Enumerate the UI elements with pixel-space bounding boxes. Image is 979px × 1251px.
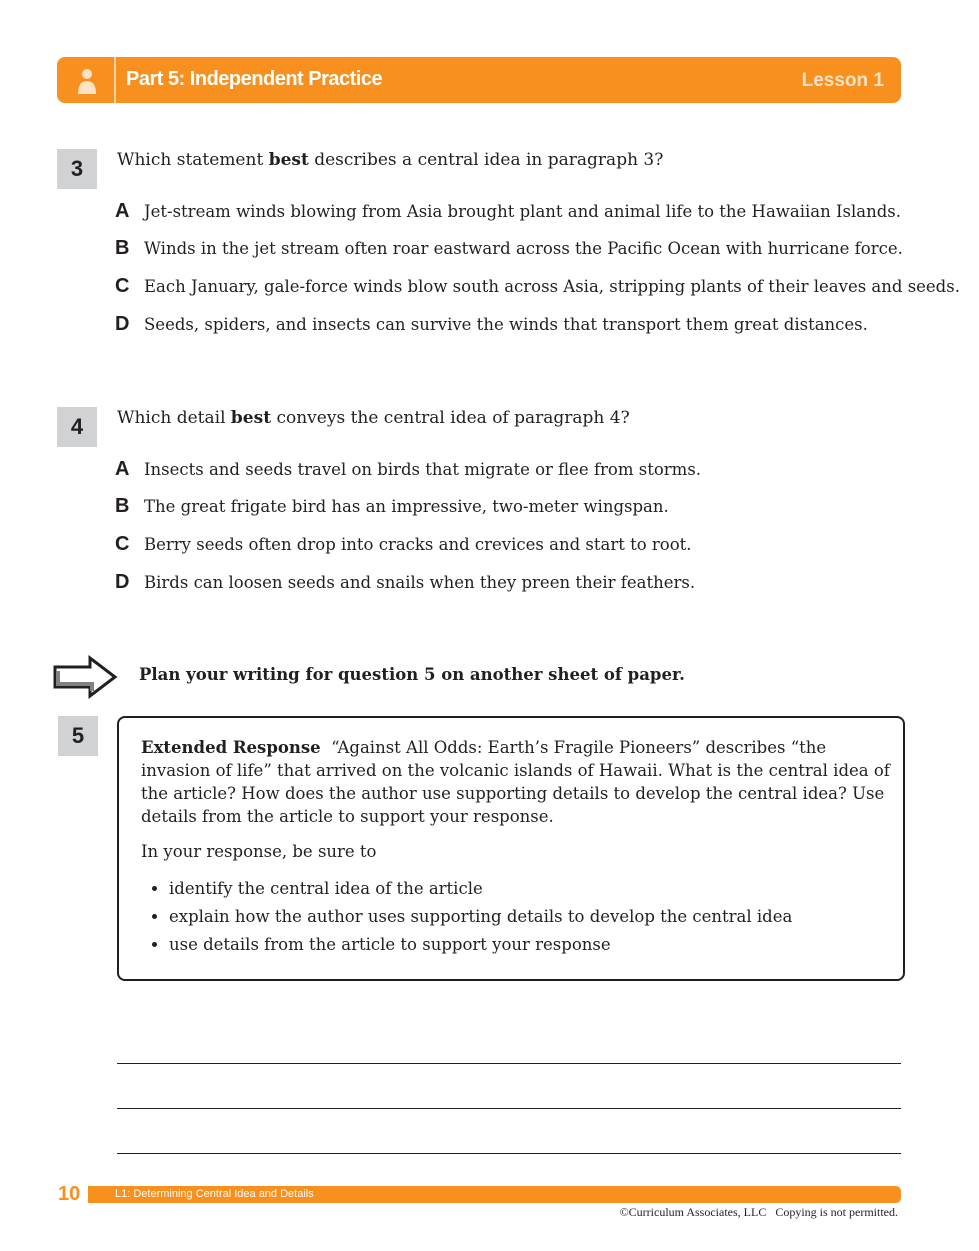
- bullet-item: • explain how the author uses supporting details to develop the central idea: [169, 903, 891, 931]
- extended-response-box: [117, 716, 905, 981]
- answer-option[interactable]: B The great frigate bird has an impressive, two-meter wingspan.: [115, 495, 669, 517]
- page-number: 10: [58, 1183, 81, 1205]
- answer-option[interactable]: A Insects and seeds travel on birds that migrate or flee from storms.: [115, 458, 702, 480]
- answer-line[interactable]: [117, 1063, 901, 1064]
- answer-option[interactable]: D Birds can loosen seeds and snails when they preen their feathers.: [115, 571, 696, 593]
- question-stem: Which statement best describes a central idea in paragraph 3?: [117, 150, 664, 170]
- answer-option[interactable]: D Seeds, spiders, and insects can survive the winds that transport them great distances.: [115, 313, 868, 335]
- lesson-label: Lesson 1: [801, 70, 884, 91]
- bullet-item: • use details from the article to support your response: [169, 931, 891, 959]
- copyright: ©Curriculum Associates, LLC Copying is not permitted.: [619, 1205, 898, 1219]
- question-number: 3: [57, 149, 97, 189]
- response-prompt: “Against All Odds: Earth’s Fragile Pioneers” describes “the invasion of life” that arrived on the volcanic islands of Hawaii. What is the central idea of the article? How does the author use supporting details to develop the central idea? Use details from the article to support your response.: [141, 738, 890, 826]
- response-label: Extended Response: [141, 738, 321, 757]
- header-divider: [114, 57, 116, 103]
- bullet-item: • identify the central idea of the article: [169, 875, 891, 903]
- footer-bar: [88, 1186, 901, 1203]
- section-header: [57, 57, 901, 103]
- question-stem: Which detail best conveys the central idea of paragraph 4?: [117, 408, 630, 428]
- section-title: Part 5: Independent Practice: [126, 68, 383, 90]
- answer-option[interactable]: A Jet-stream winds blowing from Asia brought plant and animal life to the Hawaiian Islands.: [115, 200, 902, 222]
- question-number: 5: [58, 716, 98, 756]
- answer-option[interactable]: B Winds in the jet stream often roar eastward across the Pacific Ocean with hurricane force.: [115, 237, 903, 259]
- response-intro: In your response, be sure to: [141, 842, 377, 861]
- answer-line[interactable]: [117, 1153, 901, 1154]
- student-icon: [77, 68, 97, 94]
- answer-option[interactable]: C Berry seeds often drop into cracks and crevices and start to root.: [115, 533, 692, 555]
- answer-option[interactable]: C Each January, gale-force winds blow south across Asia, stripping plants of their leaves and seeds.: [115, 275, 960, 297]
- answer-line[interactable]: [117, 1108, 901, 1109]
- plan-instruction: Plan your writing for question 5 on another sheet of paper.: [139, 665, 685, 684]
- arrow-icon: [52, 655, 118, 699]
- footer-section: L1: Determining Central Idea and Details: [115, 1188, 314, 1200]
- question-number: 4: [57, 407, 97, 447]
